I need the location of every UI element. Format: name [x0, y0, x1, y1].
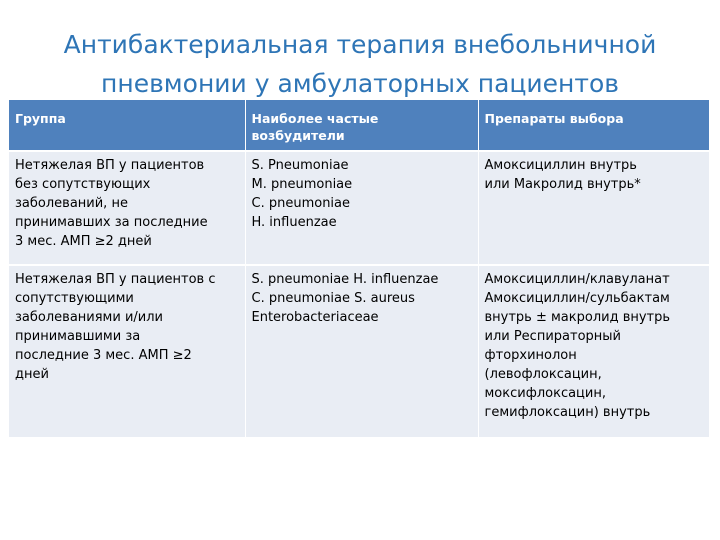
cell-line: или Респираторный — [484, 329, 621, 344]
cell-pathogens — [245, 265, 478, 437]
header-pathogens-line: возбудители — [251, 128, 345, 143]
table-header-row — [9, 100, 709, 151]
cell-line: (левофлоксацин, — [484, 367, 602, 382]
therapy-table — [9, 100, 709, 437]
header-group-line: Группа — [15, 111, 66, 126]
cell-line: без сопутствующих — [15, 177, 151, 192]
table-row — [9, 265, 709, 437]
cell-line: C. pneumoniae S. aureus — [251, 291, 415, 306]
cell-line: 3 мес. АМП ≥2 дней — [15, 234, 152, 249]
cell-line: дней — [15, 367, 49, 382]
cell-line: S. pneumoniae H. influenzae — [251, 272, 439, 287]
slide-title-line-2: пневмонии у амбулаторных пациентов — [101, 68, 619, 98]
cell-line: принимавших за последние — [15, 215, 208, 230]
cell-drugs — [478, 265, 709, 437]
cell-line: гемифлоксацин) внутрь — [484, 405, 651, 420]
cell-line: заболеваниями и/или — [15, 310, 163, 325]
slide-title — [20, 25, 700, 103]
header-drugs — [478, 100, 709, 151]
cell-group — [9, 151, 245, 265]
cell-line: M. pneumoniae — [251, 177, 353, 192]
cell-line: принимавшими за — [15, 329, 141, 344]
cell-line: S. Pneumoniae — [251, 158, 349, 173]
header-pathogens — [245, 100, 478, 151]
cell-line: Амоксициллин/сульбактам — [484, 291, 670, 306]
cell-line: заболеваний, не — [15, 196, 128, 211]
cell-line: H. influenzae — [251, 215, 337, 230]
cell-line: Нетяжелая ВП у пациентов с — [15, 272, 216, 287]
cell-line: Нетяжелая ВП у пациентов — [15, 158, 205, 173]
cell-line: Амоксициллин внутрь — [484, 158, 637, 173]
header-pathogens-line: Наиболее частые — [251, 111, 379, 126]
header-group — [9, 100, 245, 151]
cell-pathogens — [245, 151, 478, 265]
cell-drugs — [478, 151, 709, 265]
header-drugs-line: Препараты выбора — [484, 111, 624, 126]
cell-line: или Макролид внутрь* — [484, 177, 641, 192]
cell-line: моксифлоксацин, — [484, 386, 606, 401]
cell-line: сопутствующими — [15, 291, 134, 306]
table-row — [9, 151, 709, 265]
cell-line: внутрь ± макролид внутрь — [484, 310, 671, 325]
cell-group — [9, 265, 245, 437]
cell-line: последние 3 мес. АМП ≥2 — [15, 348, 192, 363]
cell-line: фторхинолон — [484, 348, 577, 363]
slide-title-line-1: Антибактериальная терапия внебольничной — [63, 29, 657, 59]
cell-line: C. pneumoniae — [251, 196, 351, 211]
cell-line: Амоксициллин/клавуланат — [484, 272, 670, 287]
cell-line: Enterobacteriaceae — [251, 310, 379, 325]
